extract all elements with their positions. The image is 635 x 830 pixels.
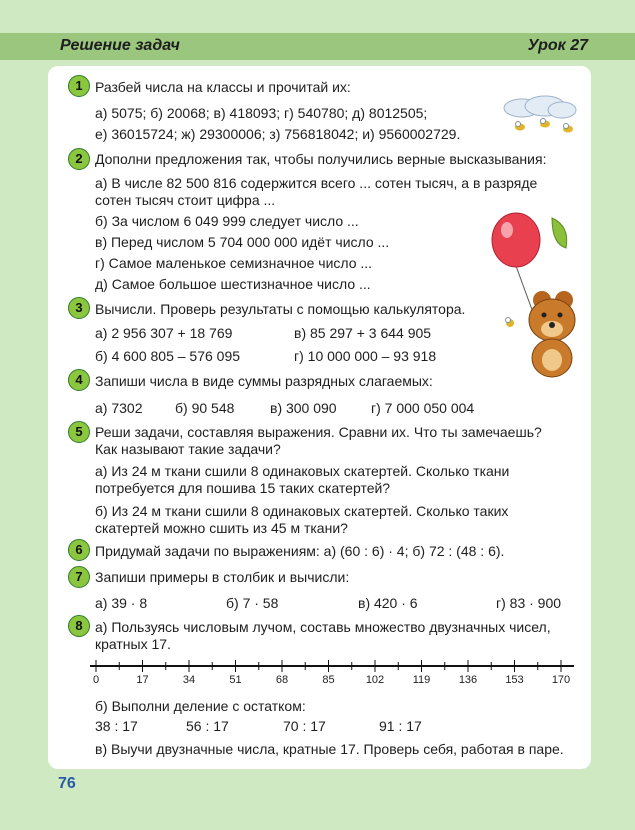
task-1-question: Разбей числа на классы и прочитай их: [95,79,351,95]
task-2-item-a-line-2: сотен тысяч стоит цифра ... [95,192,276,208]
clouds-bees-illustration [500,94,580,139]
exercises-card [48,66,591,769]
task-8-division-2: 56 : 17 [186,718,229,734]
task-2-item-b: б) За числом 6 049 999 следует число ... [95,213,359,229]
task-2-item-d: г) Самое маленькое семизначное число ... [95,255,373,271]
number-line-label: 153 [505,674,524,686]
task-3-item-c: в) 85 297 + 3 644 905 [294,325,432,341]
task-4-item-c: в) 300 090 [270,400,337,416]
task-3-item-d: г) 10 000 000 – 93 918 [294,348,437,364]
task-5-question-line-2: Как называют такие задачи? [95,441,281,457]
task-2-question: Дополни предложения так, чтобы получились верные высказывания: [95,151,547,167]
number-line-label: 68 [275,674,289,686]
task-8-item-b: б) Выполни деление с остатком: [95,698,306,714]
task-5-item-b-line-2: скатертей можно сшить из 45 м ткани? [95,520,348,536]
number-line-label: 0 [92,674,100,686]
task-7-question: Запиши примеры в столбик и вычисли: [95,569,350,585]
task-8-question-line-1: а) Пользуясь числовым лучом, составь множество двузначных чисел, [95,619,551,635]
page-number: 76 [58,775,76,792]
number-line-label: 136 [458,674,478,686]
task-4-item-b: б) 90 548 [175,400,235,416]
task-2-item-c: в) Перед числом 5 704 000 000 идёт число ... [95,234,390,250]
task-7-item-b: б) 7 · 58 [226,595,279,611]
task-4-item-d: г) 7 000 050 004 [371,400,475,416]
bear-balloon-illustration [486,208,582,378]
task-5-item-a-line-2: потребуется для пошива 15 таких скатертей? [95,480,391,496]
task-8-division-4: 91 : 17 [379,718,422,734]
number-line-label: 170 [551,674,571,686]
task-number-2: 2 [68,148,90,170]
number-line-label: 85 [322,674,335,686]
task-1-line-1: а) 5075; б) 20068; в) 418093; г) 540780; д) 8012505; [95,105,428,121]
chapter-title: Решение задач [60,37,180,54]
number-line-label: 34 [182,674,196,686]
task-8-division-3: 70 : 17 [283,718,326,734]
task-7-item-a: а) 39 · 8 [95,595,148,611]
task-3-question: Вычисли. Проверь результаты с помощью калькулятора. [95,301,466,317]
task-number-8: 8 [68,615,90,637]
task-number-4: 4 [68,369,90,391]
number-line-label: 102 [365,674,385,686]
task-1-line-2: е) 36015724; ж) 29300006; з) 756818042; и) 9560002729. [95,126,461,142]
task-number-3: 3 [68,297,90,319]
number-line-label: 119 [412,674,431,686]
task-5-question-line-1: Реши задачи, составляя выражения. Сравни их. Что ты замечаешь? [95,424,542,440]
number-line-label: 17 [136,674,149,686]
task-number-1: 1 [68,75,90,97]
task-3-item-b: б) 4 600 805 – 576 095 [95,348,241,364]
task-2-item-a-line-1: а) В числе 82 500 816 содержится всего ... сотен тысяч, а в разряде [95,175,538,191]
task-8-question-line-2: кратных 17. [95,636,171,652]
task-6-question: Придумай задачи по выражениям: а) (60 : 6) · 4; б) 72 : (48 : 6). [95,543,505,559]
task-5-item-b-line-1: б) Из 24 м ткани сшили 8 одинаковых скатертей. Сколько таких [95,503,509,519]
task-7-item-c: в) 420 · 6 [358,595,418,611]
task-2-item-e: д) Самое большое шестизначное число ... [95,276,371,292]
task-5-item-a-line-1: а) Из 24 м ткани сшили 8 одинаковых скатертей. Сколько ткани [95,463,510,479]
task-number-7: 7 [68,566,90,588]
task-7-item-d: г) 83 · 900 [496,595,562,611]
task-4-question: Запиши числа в виде суммы разрядных слагаемых: [95,373,433,389]
task-number-6: 6 [68,539,90,561]
task-number-5: 5 [68,421,90,443]
chapter-header [0,33,635,60]
lesson-label: Урок 27 [527,37,588,54]
task-4-item-a: а) 7302 [95,400,143,416]
task-3-item-a: а) 2 956 307 + 18 769 [95,325,233,341]
number-line-label: 51 [229,674,242,686]
task-8-item-c: в) Выучи двузначные числа, кратные 17. Проверь себя, работая в паре. [95,741,564,757]
task-8-division-1: 38 : 17 [95,718,138,734]
